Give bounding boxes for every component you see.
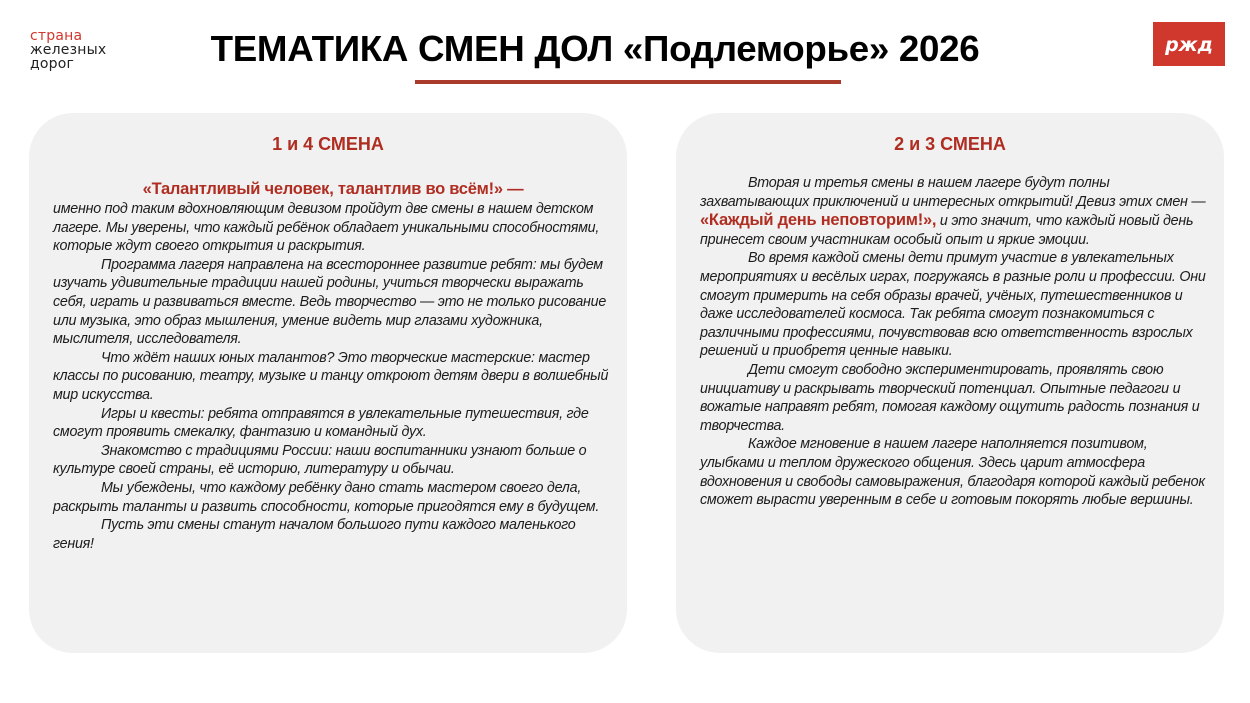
paragraph: Программа лагеря направлена на всестороннее развитие ребят: мы будем изучать удивительные традиции нашей родины, учиться творчески выражать себя, играть и развиваться вместе. Ведь творчество — это не только рисование или музыка, это образ мышления, умение видеть мир глазами художника, мыслителя, исследователя. [53, 256, 607, 348]
paragraph: именно под таким вдохновляющим девизом пройдут две смены в нашем детском лагере. Мы уверены, что каждый ребёнок обладает уникальными способностями, которые ждут своего открытия и раскрытия. [53, 201, 600, 255]
brand-line-1: страна [30, 28, 83, 44]
paragraph-intro [700, 174, 1210, 249]
card-title: 1 и 4 СМЕНА [272, 134, 384, 154]
card-title: 2 и 3 СМЕНА [894, 134, 1006, 154]
svg-text:ржд: ржд [1165, 34, 1213, 56]
motto: «Талантливый человек, талантлив во всём!» — [142, 180, 524, 198]
motto: «Каждый день неповторим!», [700, 211, 937, 230]
card-shift-2-3 [676, 113, 1224, 653]
intro-text-end: и это значит, что каждый новый день принесет своим участникам особый опыт и яркие эмоции. [700, 213, 1194, 248]
paragraph: Во время каждой смены дети примут участие в увлекательных мероприятиях и весёлых играх, погружаясь в разные роли и профессии. Они смогут примерить на себя образы врачей, учёных, путешественников и даже исследователей космоса. Так ребята смогут познакомиться с различными профессиями, почувствовав всю ответственность взрослых решений и приобретя ценные навыки. [700, 250, 1206, 360]
card-shift-1-4 [29, 113, 627, 653]
paragraph: Игры и квесты: ребята отправятся в увлекательные путешествия, где смогут проявить смекалку, фантазию и командный дух. [53, 405, 589, 441]
page-title: ТЕМАТИКА СМЕН ДОЛ «Подлеморье» 2026 [210, 28, 980, 69]
paragraph: Знакомство с традициями России: наши воспитанники узнают больше о культуре своей страны, её историю, литературу и обычаи. [53, 442, 587, 478]
intro-text: Вторая и третья смены в нашем лагере будут полны захватывающих приключений и интересных открытий! Девиз этих смен — [700, 175, 1206, 210]
rzd-logo-icon [1153, 22, 1225, 66]
paragraph: Дети смогут свободно экспериментировать, проявлять свою инициативу и раскрывать творческий потенциал. Опытные педагоги и вожатые направят ребят, помогая каждому ощутить радость познания и творчества. [700, 361, 1200, 434]
card-body [700, 174, 1210, 510]
paragraph: Каждое мгновение в нашем лагере наполняется позитивом, улыбками и теплом дружеского общения. Здесь царит атмосфера вдохновения и свободы самовыражения, благодаря которой каждый ребенок сможет вырасти уверенным в себе и готовым покорять любые вершины. [700, 436, 1205, 509]
paragraph: Пусть эти смены станут началом большого пути каждого маленького гения! [53, 517, 576, 552]
page-header [0, 28, 1220, 70]
title-underline [415, 80, 841, 84]
brand-line-3: дорог [30, 56, 75, 72]
card-body [53, 178, 613, 553]
paragraph: Мы убеждены, что каждому ребёнку дано стать мастером своего дела, раскрыть таланты и развить способности, которые пригодятся ему в будущем. [53, 479, 600, 515]
rzd-glyph-icon [1161, 31, 1217, 57]
paragraph: Что ждёт наших юных талантов? Это творческие мастерские: мастер классы по рисованию, театру, музыке и танцу откроют детям двери в волшебный мир искусства. [53, 349, 609, 403]
brand-line-2: железных [30, 42, 107, 58]
